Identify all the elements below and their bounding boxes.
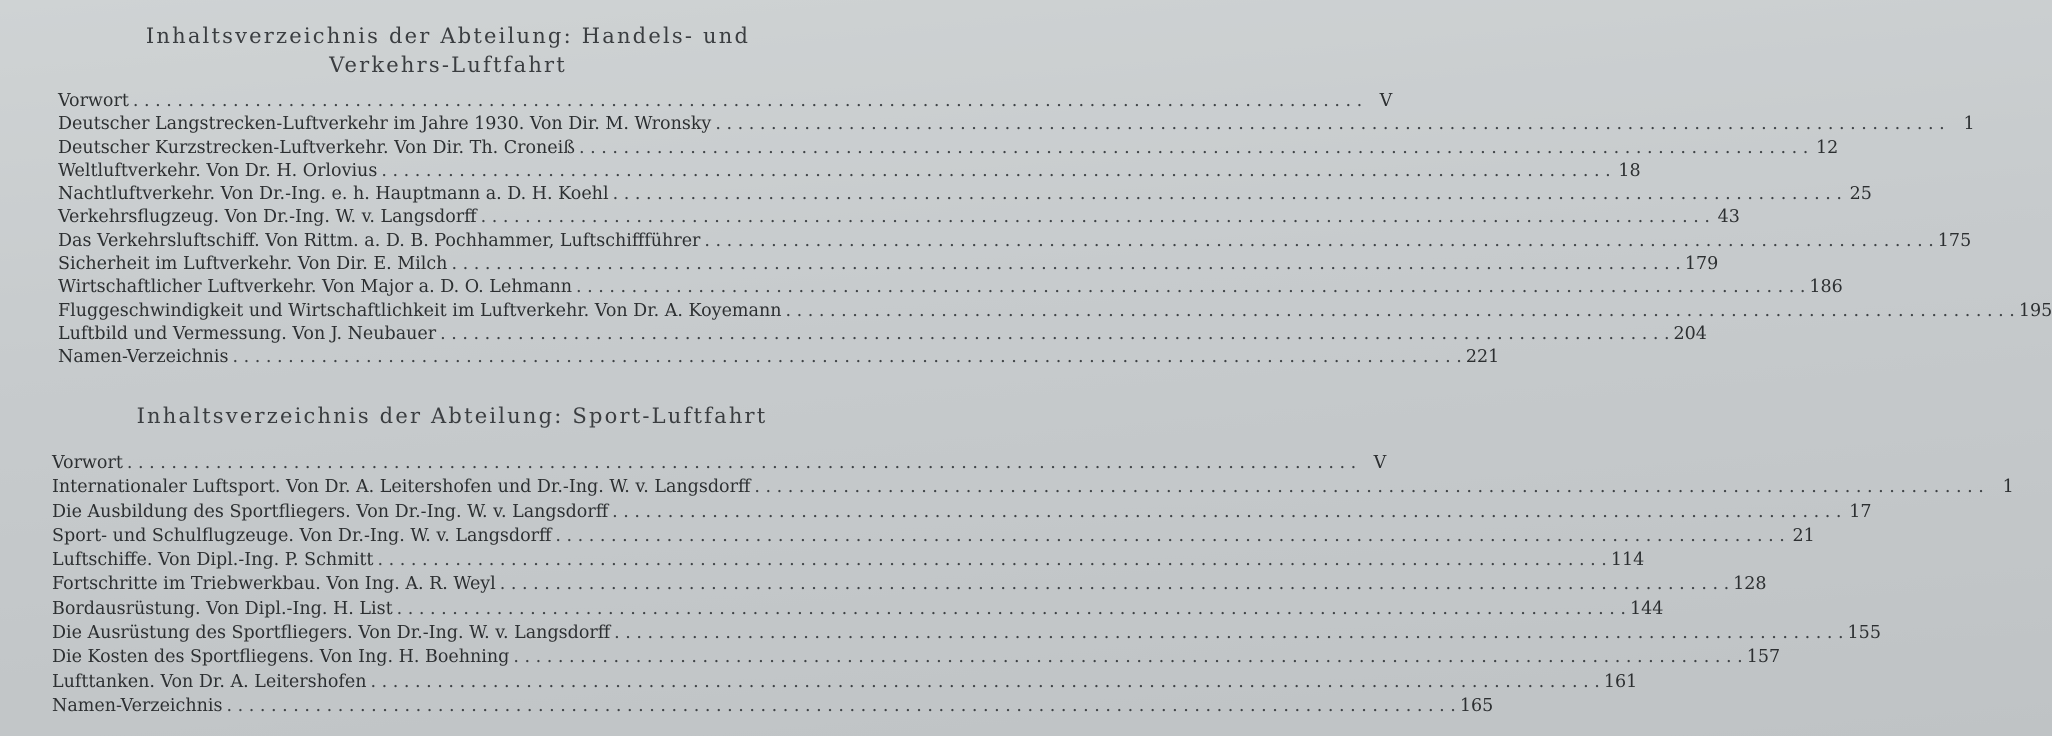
entry-page: 221: [1465, 347, 1500, 368]
dot-leader: [754, 475, 1983, 499]
toc-entry: [52, 621, 1881, 645]
entry-page: 43: [1717, 207, 1740, 228]
toc-entry: [52, 572, 1767, 596]
entry-title: Luftschiffe. Von Dipl.-Ing. P. Schmitt: [52, 550, 374, 571]
section-heading-line-1: Inhaltsverzeichnis der Abteilung: Sport-Luftfahrt: [136, 404, 768, 428]
toc-entry: [58, 206, 1740, 229]
entry-title: Vorwort: [58, 91, 129, 111]
toc-entry: [52, 670, 1638, 694]
toc-entry: [52, 548, 1645, 572]
toc-entry: [58, 183, 1872, 206]
entry-page: 17: [1849, 501, 1872, 522]
toc-entry-list: [58, 90, 2052, 370]
entry-page: 175: [1937, 230, 1972, 251]
dot-leader: [704, 230, 1933, 253]
toc-entry: [52, 645, 1781, 669]
dot-leader: [715, 113, 1944, 136]
dot-leader: [576, 276, 1805, 299]
toc-entry: [58, 160, 1641, 183]
entry-title: Deutscher Kurzstrecken-Luftverkehr. Von Dir. Th. Croneiß: [58, 137, 575, 158]
toc-entry: [52, 524, 1815, 548]
toc-entry: [52, 597, 1664, 621]
entry-page: 25: [1849, 184, 1872, 205]
entry-page: 161: [1603, 671, 1638, 692]
entry-page: V: [1379, 91, 1393, 111]
entry-title: Internationaler Luftsport. Von Dr. A. Leitershofen und Dr.-Ing. W. v. Langsdorff: [52, 477, 751, 498]
dot-leader: [440, 323, 1669, 346]
dot-leader: [614, 621, 1843, 645]
entry-title: Die Kosten des Sportfliegens. Von Ing. H. Boehning: [52, 647, 510, 668]
toc-entry-list: [52, 451, 2014, 718]
entry-title: Nachtluftverkehr. Von Dr.-Ing. e. h. Hauptmann a. D. H. Koehl: [58, 184, 609, 205]
entry-title: Deutscher Langstrecken-Luftverkehr im Jahre 1930. Von Dir. M. Wronsky: [58, 114, 712, 135]
toc-entry: [58, 230, 1972, 253]
entry-page: 144: [1629, 598, 1664, 619]
toc-entry: [52, 694, 1494, 718]
entry-page: 157: [1746, 647, 1781, 668]
entry-page: 179: [1684, 254, 1719, 275]
entry-page: 1: [2002, 477, 2014, 498]
toc-section-commercial-aviation: [58, 22, 2052, 370]
entry-page: 12: [1816, 137, 1839, 158]
dot-leader: [500, 572, 1729, 596]
toc-entry: [58, 90, 1393, 113]
entry-title: Die Ausrüstung des Sportfliegers. Von Dr.-Ing. W. v. Langsdorff: [52, 623, 611, 644]
entry-title: Namen-Verzeichnis: [52, 695, 223, 716]
entry-title: Weltluftverkehr. Von Dr. H. Orlovius: [58, 160, 378, 181]
entry-page: 195: [2018, 300, 2052, 321]
dot-leader: [133, 90, 1362, 113]
toc-entry: [58, 346, 1500, 369]
entry-page: 204: [1673, 323, 1707, 344]
entry-title: Sport- und Schulflugzeuge. Von Dr.-Ing. W. v. Langsdorff: [52, 525, 552, 546]
toc-entry: [58, 137, 1839, 160]
toc-entry: [52, 451, 1387, 475]
entry-page: 128: [1733, 574, 1767, 595]
toc-entry: [52, 500, 1872, 524]
dot-leader: [481, 206, 1710, 229]
dot-leader: [612, 500, 1841, 524]
entry-page: V: [1373, 453, 1387, 473]
toc-entry: [52, 475, 2014, 499]
dot-leader: [397, 597, 1626, 621]
section-heading: [52, 402, 852, 431]
dot-leader: [451, 253, 1680, 276]
dot-leader: [513, 645, 1742, 669]
entry-title: Fortschritte im Triebwerkbau. Von Ing. A. R. Weyl: [52, 574, 496, 595]
entry-page: 18: [1618, 160, 1641, 181]
toc-entry: [58, 276, 1843, 299]
entry-page: 1: [1963, 114, 1975, 135]
entry-page: 165: [1459, 695, 1494, 716]
entry-title: Das Verkehrsluftschiff. Von Rittm. a. D. B. Pochhammer, Luftschiffführer: [58, 230, 701, 251]
dot-leader: [579, 137, 1808, 160]
dot-leader: [232, 346, 1461, 369]
entry-title: Verkehrsflugzeug. Von Dr.-Ing. W. v. Langsdorff: [58, 207, 477, 228]
entry-title: Die Ausbildung des Sportfliegers. Von Dr.-Ing. W. v. Langsdorff: [52, 501, 609, 522]
entry-page: 155: [1847, 623, 1881, 644]
entry-title: Fluggeschwindigkeit und Wirtschaftlichkeit im Luftverkehr. Von Dr. A. Koyemann: [58, 300, 782, 321]
dot-leader: [377, 548, 1606, 572]
dot-leader: [370, 670, 1599, 694]
dot-leader: [226, 694, 1455, 718]
section-heading: [48, 22, 848, 80]
dot-leader: [786, 300, 2015, 323]
entry-page: 186: [1809, 277, 1843, 298]
toc-section-sport-aviation: [52, 402, 2014, 718]
entry-title: Vorwort: [52, 453, 123, 473]
toc-entry: [58, 113, 1975, 136]
entry-page: 114: [1610, 550, 1645, 571]
toc-entry: [58, 253, 1719, 276]
dot-leader: [555, 524, 1784, 548]
entry-title: Luftbild und Vermessung. Von J. Neubauer: [58, 323, 437, 344]
dot-leader: [127, 451, 1356, 475]
entry-page: 21: [1792, 525, 1815, 546]
dot-leader: [381, 160, 1610, 183]
section-heading-line-1: Inhaltsverzeichnis der Abteilung: Handels- und: [145, 24, 751, 48]
entry-title: Lufttanken. Von Dr. A. Leitershofen: [52, 671, 367, 692]
entry-title: Sicherheit im Luftverkehr. Von Dir. E. Milch: [58, 254, 448, 275]
entry-title: Bordausrüstung. Von Dipl.-Ing. H. List: [52, 598, 393, 619]
section-heading-line-2: Verkehrs-Luftfahrt: [329, 53, 567, 77]
toc-entry: [58, 300, 2052, 323]
toc-entry: [58, 323, 1707, 346]
entry-title: Namen-Verzeichnis: [58, 347, 229, 368]
entry-title: Wirtschaftlicher Luftverkehr. Von Major a. D. O. Lehmann: [58, 277, 573, 298]
dot-leader: [613, 183, 1842, 206]
